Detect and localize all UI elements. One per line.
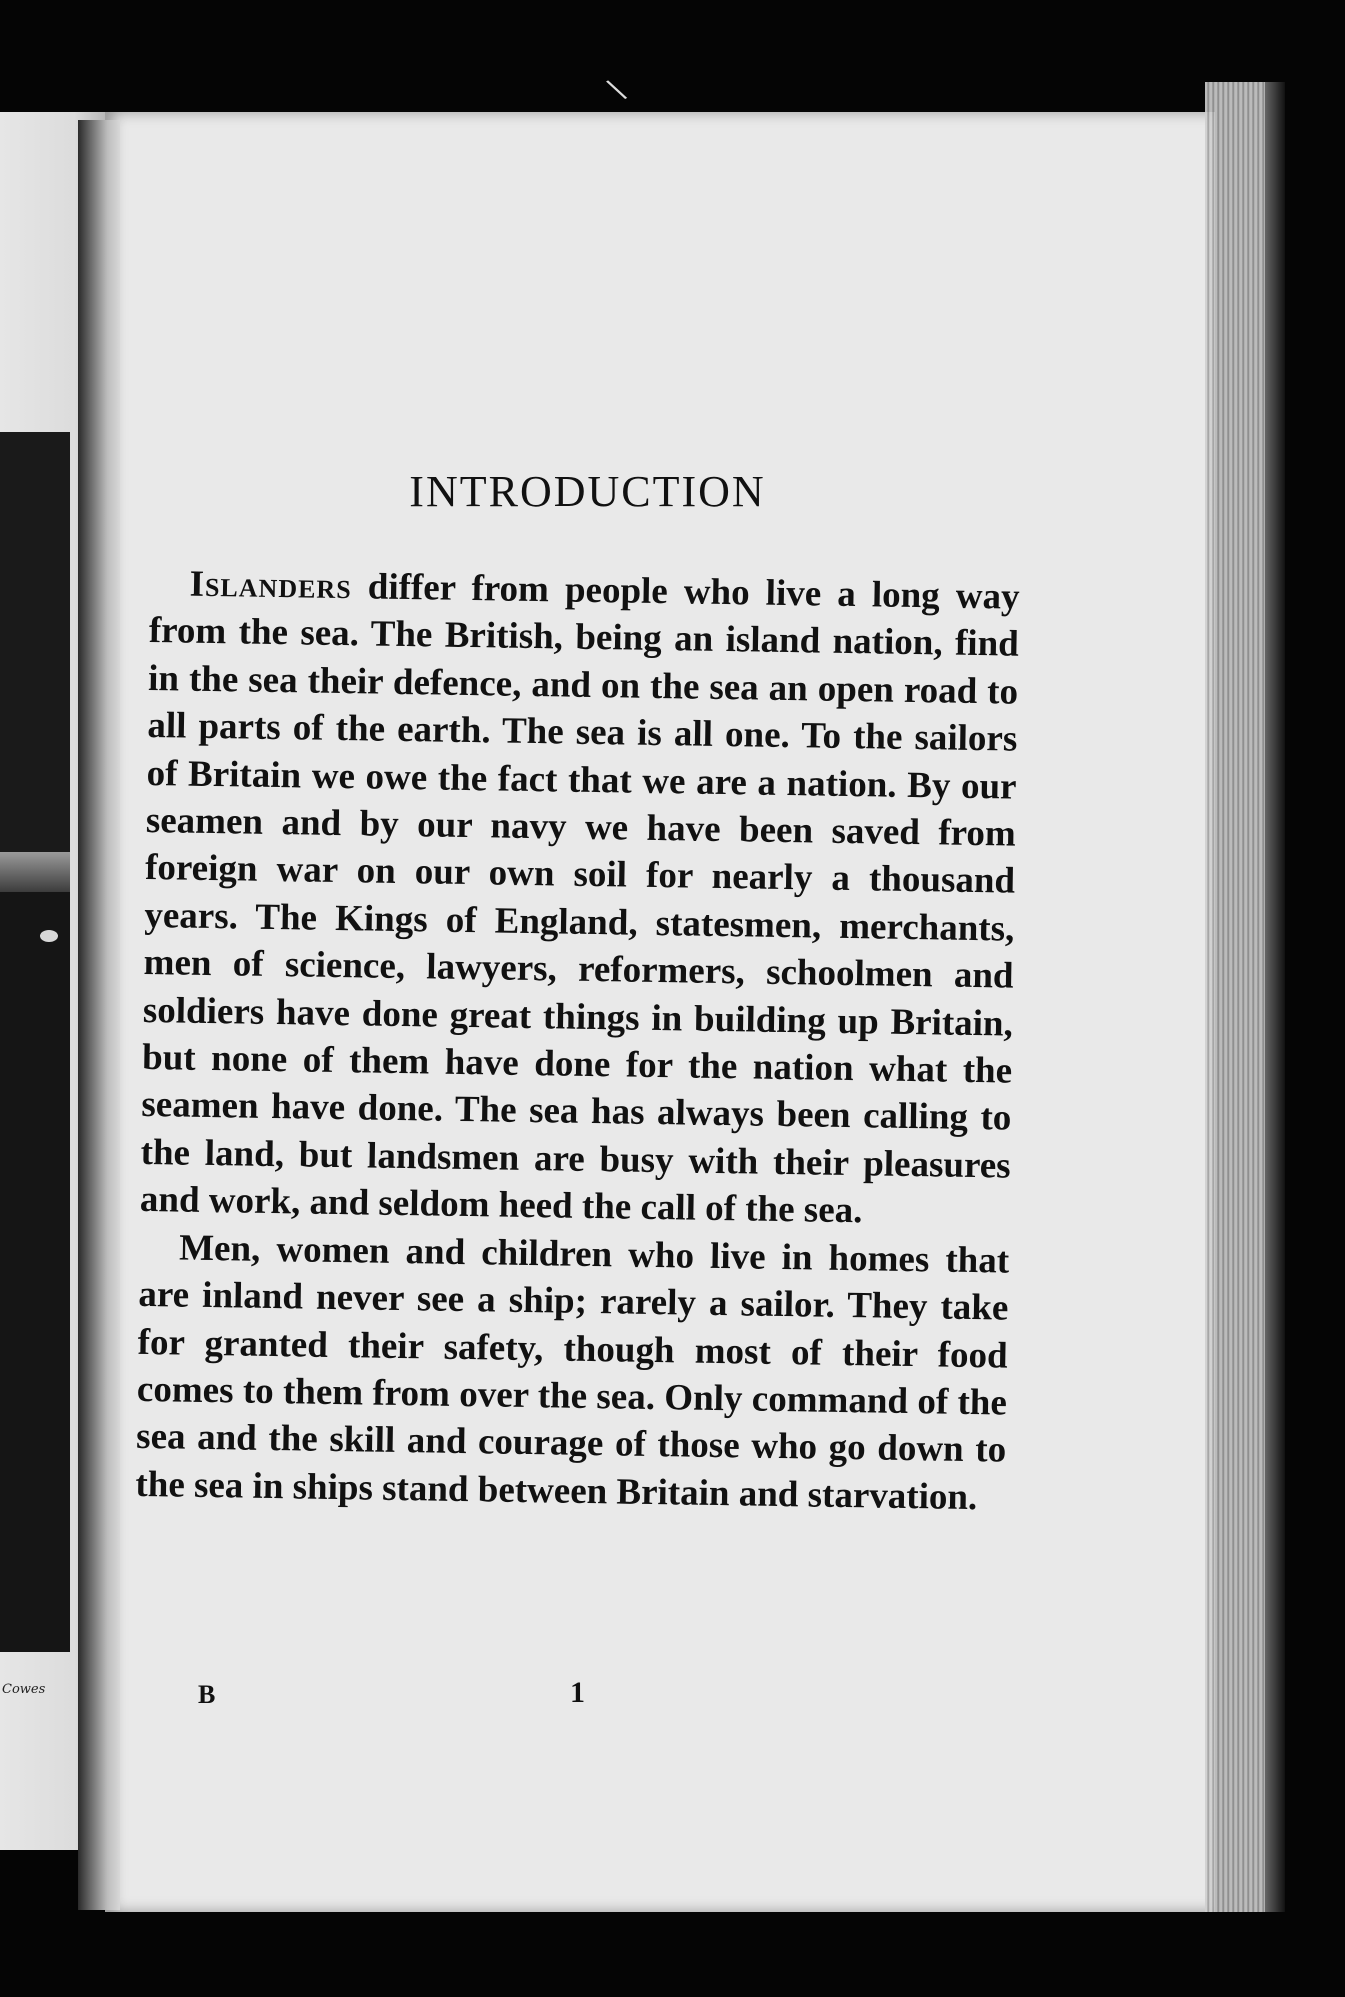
left-plate-caption: Cowes <box>2 1682 46 1697</box>
scan-mark-icon: \ <box>603 72 630 108</box>
paragraph-lead-word: Islanders <box>189 563 353 608</box>
paragraph-2 <box>135 1224 1009 1522</box>
left-plate-image-band <box>0 852 70 892</box>
paragraph-1 <box>140 560 1020 1237</box>
body-text <box>135 560 1020 1522</box>
left-plate-image-bottom <box>0 892 70 1652</box>
paragraph-1-text: differ from people who live a long way from the sea. The British, being an island nation, find in the sea their defence, and on the sea an open road to all parts of the earth. The sea is all one. To the sailors of Britain we owe the fact that we are a nation. By our seamen and by our navy we have been saved from foreign war on our own soil for nearly a thousand years. The Kings of England, statesmen, merchants, men of science, lawyers, reformers, schoolmen and soldiers have done great things in building up Britain, but none of them have done for the nation what the seamen have done. The sea has always been calling to the land, but landsmen are busy with their pleasures and work, and seldom heed the call of the sea. <box>139 566 1020 1232</box>
page-edge-shadow <box>1265 82 1285 1912</box>
signature-mark: B <box>198 1680 216 1709</box>
paragraph-2-text: Men, women and children who live in homes that are inland never see a ship; rarely a sailor. They take for granted their safety, though most of their food comes to them from over the sea. Only command of the sea and the skill and courage of those who go down to the sea in ships stand between Britain and starvation. <box>135 1227 1010 1518</box>
chapter-heading: INTRODUCTION <box>409 467 766 516</box>
page-number: 1 <box>570 1676 585 1709</box>
book-gutter <box>78 120 120 1910</box>
left-plate-mark <box>40 930 58 942</box>
